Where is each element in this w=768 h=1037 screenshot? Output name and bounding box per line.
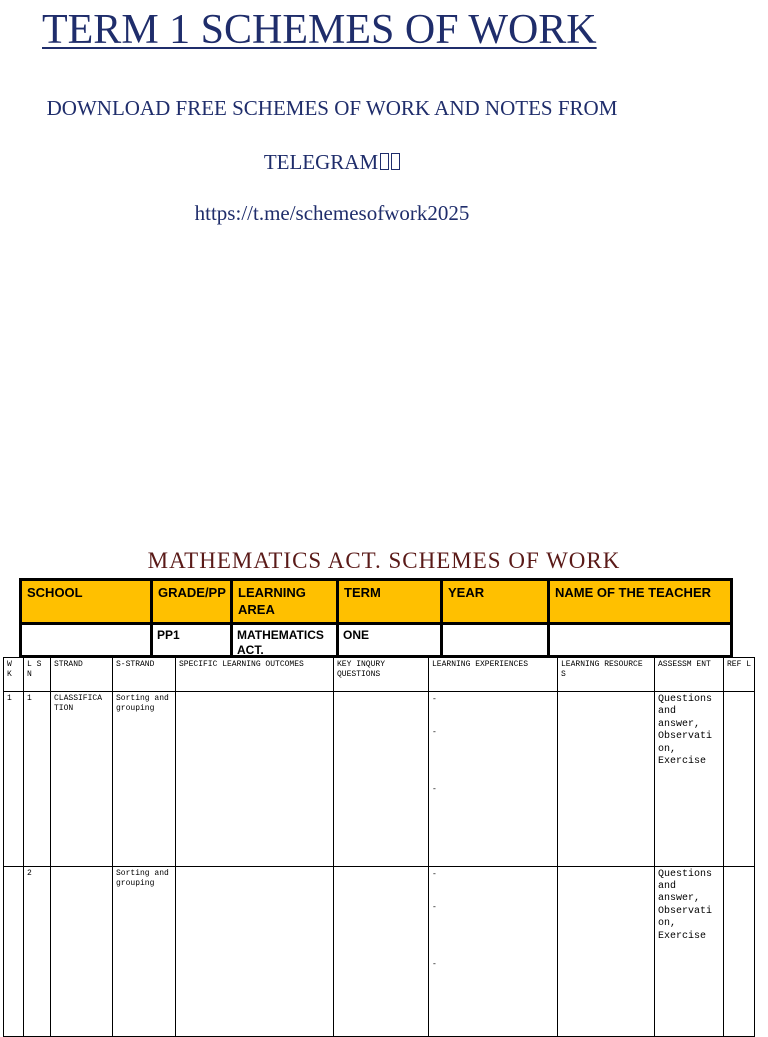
header-outcomes: SPECIFIC LEARNING OUTCOMES <box>176 658 334 692</box>
scheme-table <box>3 657 755 1037</box>
table-row <box>4 866 755 1037</box>
header-questions: KEY INQURY QUESTIONS <box>334 658 429 692</box>
cell-reflection <box>724 866 755 1037</box>
info-value-school <box>22 625 153 658</box>
info-header-row <box>22 581 730 622</box>
header-lesson: L S N <box>24 658 51 692</box>
info-header-grade: GRADE/PP <box>153 581 233 622</box>
info-value-learning-area: MATHEMATICS ACT. <box>233 625 339 658</box>
cell-lesson: 2 <box>24 866 51 1037</box>
cell-reflection <box>724 692 755 867</box>
info-value-term: ONE <box>339 625 443 658</box>
cell-experiences <box>429 866 558 1037</box>
document-title: TERM 1 SCHEMES OF WORK <box>42 7 597 53</box>
header-strand: STRAND <box>51 658 113 692</box>
missing-glyph-icon <box>391 153 400 170</box>
promo-text: DOWNLOAD FREE SCHEMES OF WORK AND NOTES FROM <box>46 96 618 120</box>
telegram-link[interactable]: https://t.me/schemesofwork2025 <box>194 201 470 225</box>
promo-telegram <box>0 150 664 175</box>
section-title: MATHEMATICS ACT. SCHEMES OF WORK <box>147 548 621 573</box>
experience-bullet: - <box>432 728 437 737</box>
table-row <box>4 692 755 867</box>
info-value-teacher <box>550 625 730 658</box>
header-reflection: REF L <box>724 658 755 692</box>
telegram-label: TELEGRAM <box>263 150 379 174</box>
header-sub-strand: S-STRAND <box>113 658 176 692</box>
info-header-school: SCHOOL <box>22 581 153 622</box>
cell-week <box>4 866 24 1037</box>
experience-bullet: - <box>432 695 437 704</box>
cell-resources <box>558 866 655 1037</box>
header-week: W K <box>4 658 24 692</box>
cell-assessment: Questions and answer, Observati on, Exercise <box>655 692 724 867</box>
cell-assessment: Questions and answer, Observati on, Exercise <box>655 866 724 1037</box>
info-header-year: YEAR <box>443 581 550 622</box>
info-value-row <box>22 622 730 658</box>
experience-bullet: - <box>432 869 437 879</box>
cell-sub-strand: Sorting and grouping <box>113 692 176 867</box>
missing-glyph-icon <box>380 153 389 170</box>
cell-resources <box>558 692 655 867</box>
scheme-header-row <box>4 658 755 692</box>
cell-week: 1 <box>4 692 24 867</box>
cell-questions <box>334 866 429 1037</box>
header-resources: LEARNING RESOURCE S <box>558 658 655 692</box>
experience-bullet: - <box>432 785 437 794</box>
cell-questions <box>334 692 429 867</box>
cell-outcomes <box>176 866 334 1037</box>
info-header-term: TERM <box>339 581 443 622</box>
cell-experiences <box>429 692 558 867</box>
header-experiences: LEARNING EXPERIENCES <box>429 658 558 692</box>
info-header-teacher: NAME OF THE TEACHER <box>550 581 730 622</box>
experience-bullet: - <box>432 959 437 969</box>
info-table <box>19 578 733 658</box>
info-header-learning-area: LEARNING AREA <box>233 581 339 622</box>
header-assessment: ASSESSM ENT <box>655 658 724 692</box>
cell-outcomes <box>176 692 334 867</box>
cell-sub-strand: Sorting and grouping <box>113 866 176 1037</box>
experience-bullet: - <box>432 902 437 912</box>
cell-lesson: 1 <box>24 692 51 867</box>
cell-strand: CLASSIFICA TION <box>51 692 113 867</box>
cell-strand <box>51 866 113 1037</box>
info-value-grade: PP1 <box>153 625 233 658</box>
info-value-year <box>443 625 550 658</box>
